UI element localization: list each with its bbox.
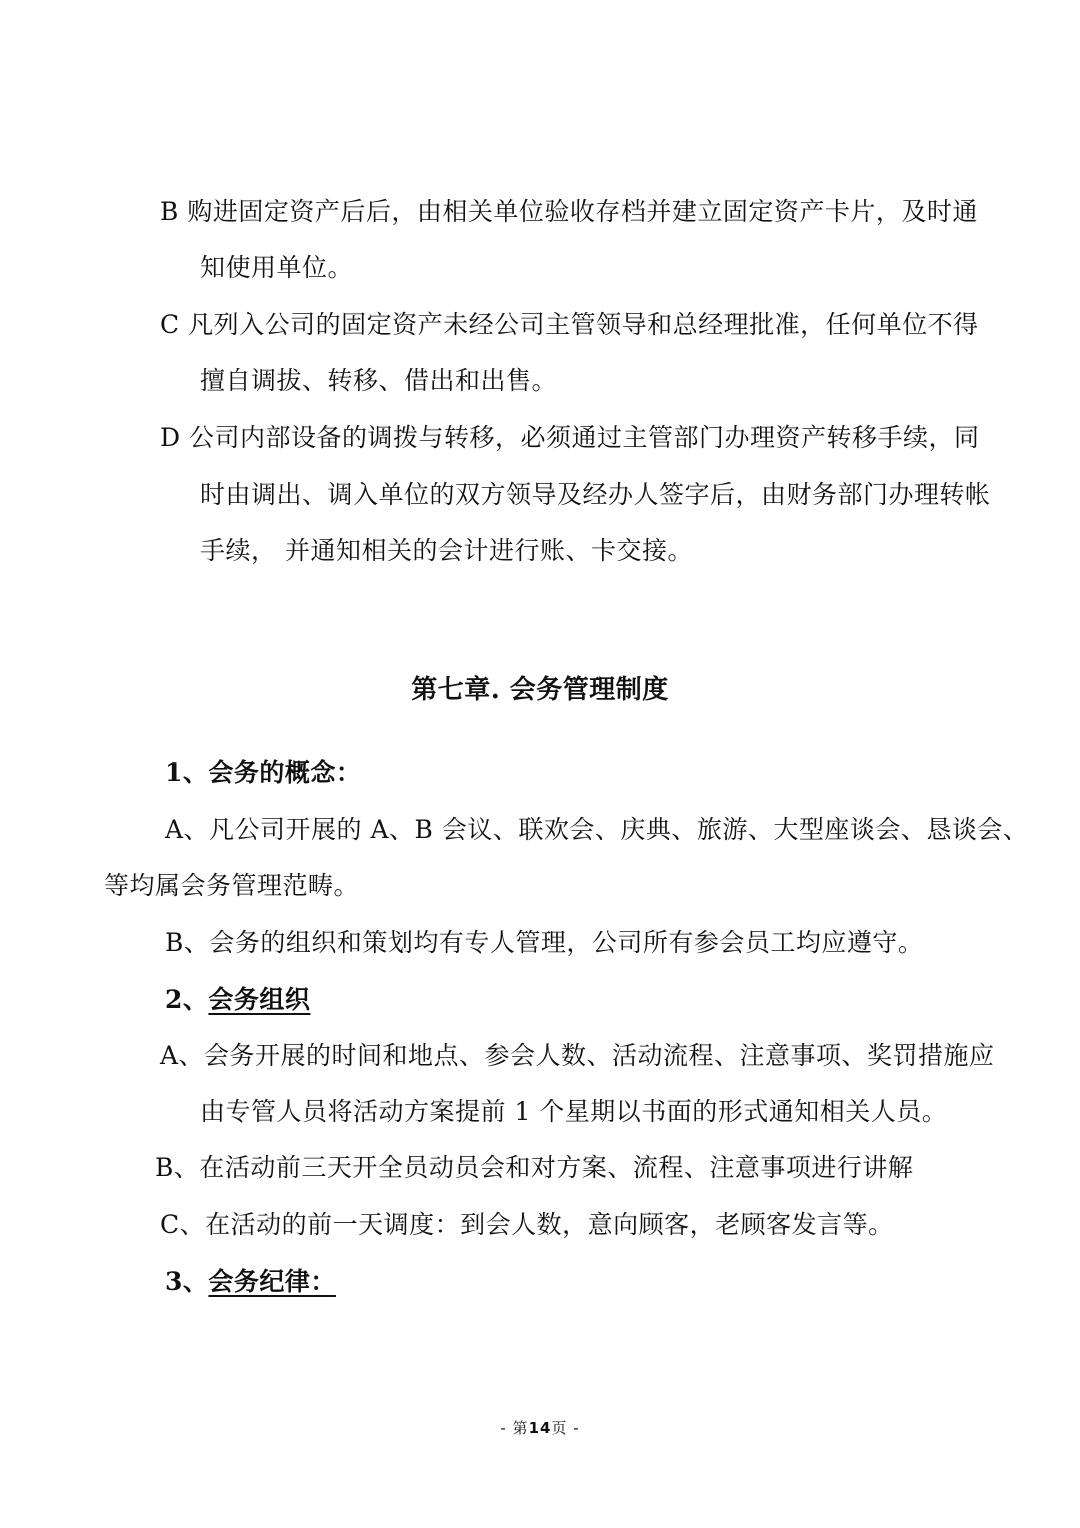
footer-prefix: - 第 <box>500 1419 529 1437</box>
item-1-a-line-2: 等均属会务管理范畴。 <box>104 871 360 900</box>
item-1-heading: 1、会务的概念： <box>165 758 362 787</box>
item-2-b-line-1: B、在活动前三天开全员动员会和对方案、流程、注意事项进行讲解 <box>155 1153 914 1182</box>
item-2-heading-text: 会务组织 <box>208 985 311 1014</box>
section-d-line-1: D 公司内部设备的调拨与转移，必须通过主管部门办理资产转移手续，同 <box>160 423 980 452</box>
item-2-a-line-1: A、会务开展的时间和地点、参会人数、活动流程、注意事项、奖罚措施应 <box>160 1041 995 1070</box>
item-1-b-line-1: B、会务的组织和策划均有专人管理，公司所有参会员工均应遵守。 <box>165 928 924 957</box>
item-2-c-line-1: C、在活动的前一天调度：到会人数，意向顾客，老顾客发言等。 <box>160 1210 894 1239</box>
section-d-line-2: 时由调出、调入单位的双方领导及经办人签字后，由财务部门办理转帐 <box>200 480 991 509</box>
section-d-line-3: 手续， 并通知相关的会计进行账、卡交接。 <box>200 536 693 565</box>
chapter-title: 第七章. 会务管理制度 <box>411 675 669 705</box>
footer-suffix: 页 - <box>551 1419 580 1437</box>
section-c-line-1: C 凡列入公司的固定资产未经公司主管领导和总经理批准，任何单位不得 <box>160 310 979 339</box>
item-2-heading <box>165 984 310 1016</box>
item-1-a-line-1: A、凡公司开展的 A、B 会议、联欢会、庆典、旅游、大型座谈会、恳谈会、 <box>165 815 1029 844</box>
section-b-line-1: B 购进固定资产后后，由相关单位验收存档并建立固定资产卡片，及时通 <box>160 197 978 226</box>
section-b-line-2: 知使用单位。 <box>200 253 354 282</box>
item-3-heading-text: 会务纪律： <box>208 1267 336 1296</box>
item-2-heading-number: 2、 <box>165 985 209 1014</box>
item-3-heading <box>165 1266 336 1298</box>
item-2-a-line-2: 由专管人员将活动方案提前 1 个星期以书面的形式通知相关人员。 <box>200 1097 948 1126</box>
item-3-heading-number: 3、 <box>165 1267 209 1296</box>
page-number: 14 <box>528 1419 552 1437</box>
section-c-line-2: 擅自调拔、转移、借出和出售。 <box>200 366 558 395</box>
page-footer <box>0 1418 1080 1438</box>
